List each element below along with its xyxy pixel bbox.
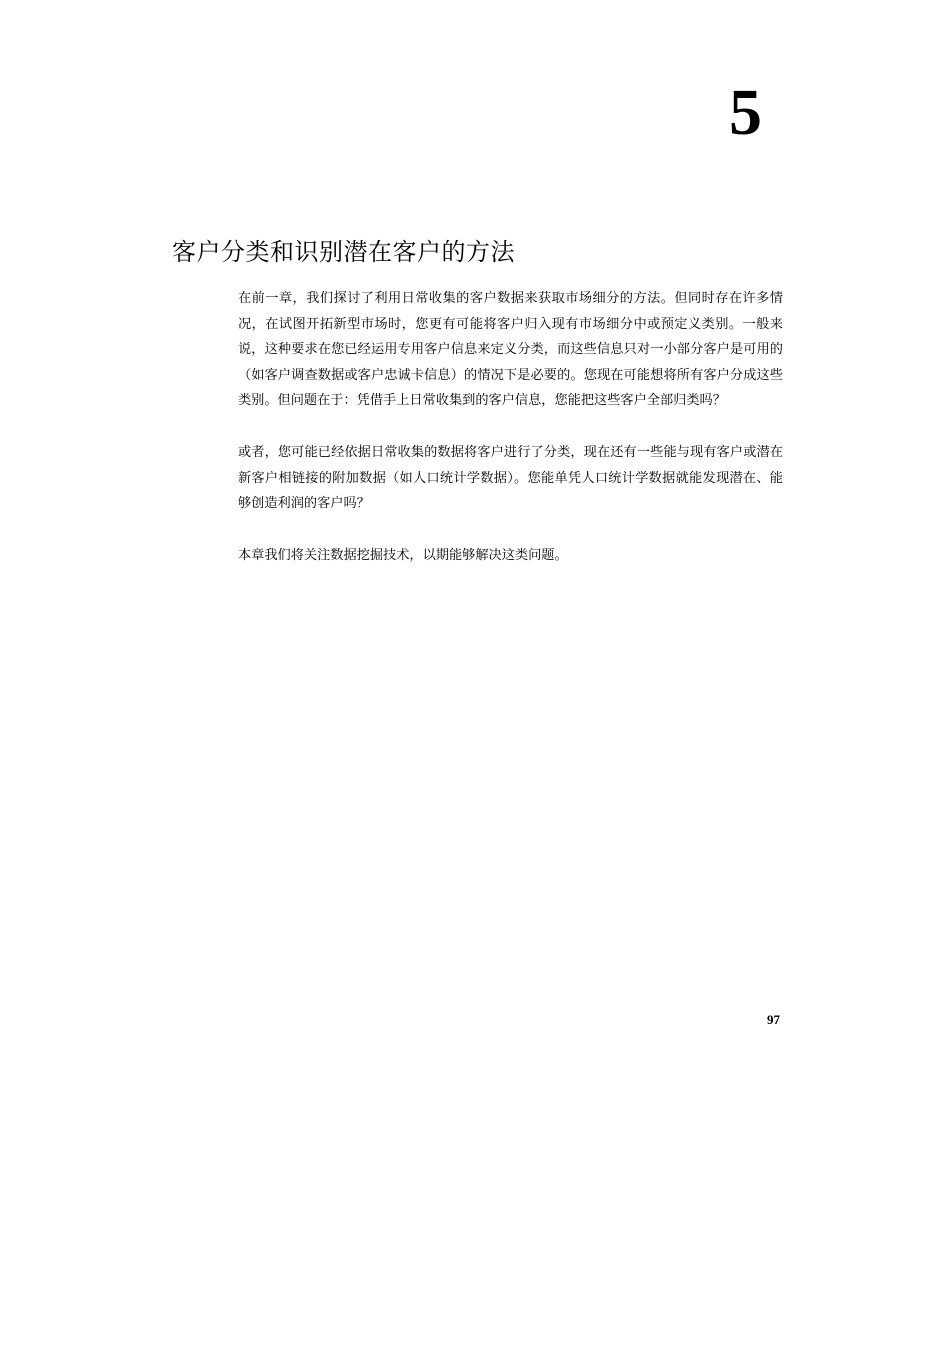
paragraph-2: 或者，您可能已经依据日常收集的数据将客户进行了分类，现在还有一些能与现有客户或潜在新客户相链接的附加数据（如人口统计学数据）。您能单凭人口统计学数据就能发现潜在、能够创造利润的客户吗？	[238, 444, 783, 512]
paragraph-1: 在前一章，我们探讨了利用日常收集的客户数据来获取市场细分的方法。但同时存在许多情况，在试图开拓新型市场时，您更有可能将客户归入现有市场细分中或预定义类别。一般来说，这种要求在您已经运用专用客户信息来定义分类，而这些信息只对一小部分客户是可用的（如客户调查数据或客户忠诚卡信息）的情况下是必要的。您现在可能想将所有客户分成这些类别。但问题在于：凭借手上日常收集到的客户信息，您能把这些客户全部归类吗？	[238, 291, 783, 409]
chapter-number: 5	[729, 76, 762, 149]
chapter-body	[238, 286, 783, 594]
paragraph-3: 本章我们将关注数据挖掘技术，以期能够解决这类问题。	[238, 547, 568, 563]
page-number: 97	[767, 1012, 780, 1027]
chapter-title: 客户分类和识别潜在客户的方法	[172, 238, 515, 266]
